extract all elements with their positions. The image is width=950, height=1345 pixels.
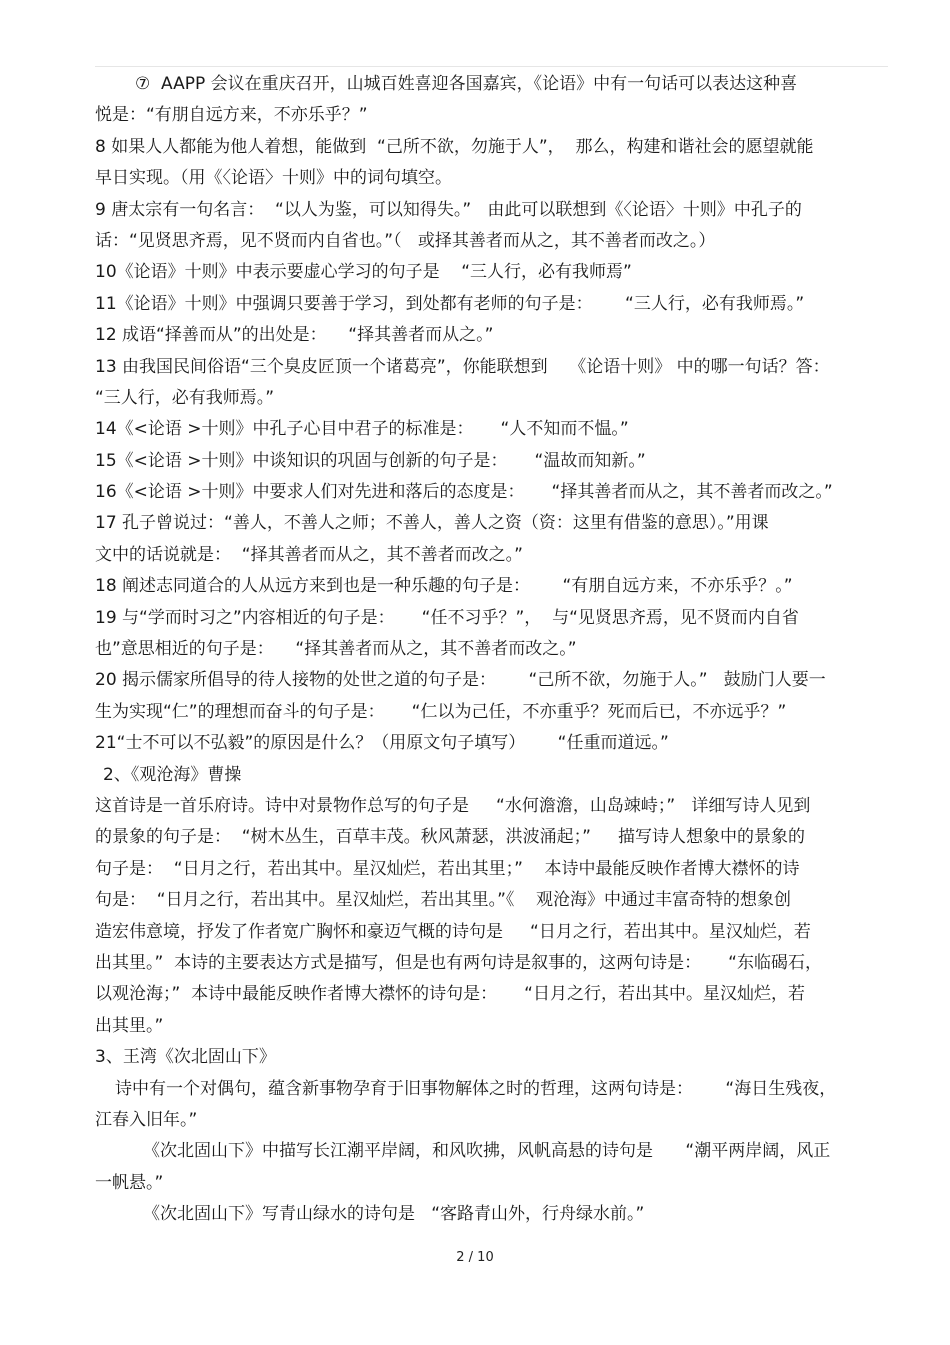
text-line: ⑦ AAPP 会议在重庆召开，山城百姓喜迎各国嘉宾，《论语》中有一句话可以表达这种喜	[135, 74, 798, 94]
text-line: 17 孔子曾说过：“善人，不善人之师；不善人，善人之资（资：这里有借鉴的意思）。”用课	[95, 513, 769, 534]
text-line: “三人行，必有我师焉。”	[95, 387, 275, 408]
text-line: 10《论语》十则》中表示要虚心学习的句子是 “三人行，必有我师焉”	[95, 262, 632, 283]
text-line: 8 如果人人都能为他人着想，能做到 “己所不欲，勿施于人”， 那么，构建和谐社会的愿望就能	[95, 136, 814, 157]
text-line: 15《<论语 >十则》中谈知识的巩固与创新的句子是： “温故而知新。”	[95, 450, 646, 471]
text-line: 这首诗是一首乐府诗。诗中对景物作总写的句子是 “水何澹澹，山岛竦峙；” 详细写诗人见到	[95, 795, 811, 816]
text-line: 19 与“学而时习之”内容相近的句子是： “任不习乎？”， 与“见贤思齐焉，见不贤而内自省	[95, 607, 799, 628]
text-line: 21“士不可以不弘毅”的原因是什么？（用原文句子填写） “任重而道远。”	[95, 733, 669, 754]
text-line: 造宏伟意境，抒发了作者宽广胸怀和豪迈气概的诗句是 “日月之行，若出其中。星汉灿烂，若	[95, 921, 811, 942]
top-rule	[95, 66, 888, 67]
text-line: 16《<论语 >十则》中要求人们对先进和落后的态度是： “择其善者而从之，其不善者而改之。”	[95, 482, 833, 503]
text-body	[95, 69, 888, 1230]
text-line: 11《论语》十则》中强调只要善于学习，到处都有老师的句子是： “三人行，必有我师焉。”	[95, 293, 805, 314]
text-line: 出其里。” 本诗的主要表达方式是描写，但是也有两句诗是叙事的，这两句诗是： “东临碣石，	[95, 952, 822, 973]
page-number: 2 / 10	[456, 1250, 494, 1265]
text-line: 江春入旧年。”	[95, 1109, 198, 1130]
text-line: 一帆悬。”	[95, 1172, 164, 1193]
text-line: 18 阐述志同道合的人从远方来到也是一种乐趣的句子是： “有朋自远方来，不亦乐乎？。”	[95, 576, 793, 597]
text-line: 以观沧海；” 本诗中最能反映作者博大襟怀的诗句是： “日月之行，若出其中。星汉灿烂，若	[95, 984, 805, 1005]
text-line: 的景象的句子是： “树木丛生，百草丰茂。秋风萧瑟，洪波涌起；” 描写诗人想象中的景象的	[95, 827, 805, 848]
text-line: 《次北固山下》写青山绿水的诗句是 “客路青山外，行舟绿水前。”	[143, 1204, 645, 1225]
text-line: 句子是： “日月之行，若出其中。星汉灿烂，若出其里；” 本诗中最能反映作者博大襟怀的诗	[95, 858, 800, 879]
text-line: 早日实现。（用《〈论语〉十则》中的词句填空。	[95, 168, 452, 189]
text-line: 12 成语“择善而从”的出处是： “择其善者而从之。”	[95, 325, 494, 346]
text-line: 悦是：“有朋自远方来，不亦乐乎？”	[95, 105, 368, 126]
text-line: 《次北固山下》中描写长江潮平岸阔，和风吹拂，风帆高悬的诗句是 “潮平两岸阔，风正	[143, 1141, 831, 1162]
section-heading: 2、《观沧海》曹操	[103, 764, 242, 785]
text-line: 14《<论语 >十则》中孔子心目中君子的标准是： “人不知而不愠。”	[95, 419, 629, 440]
section-heading: 3、王湾《次北固山下》	[95, 1047, 276, 1068]
text-line: 话：“见贤思齐焉，见不贤而内自省也。”（ 或择其善者而从之，其不善者而改之。）	[95, 230, 716, 251]
text-line: 也”意思相近的句子是： “择其善者而从之，其不善者而改之。”	[95, 639, 577, 660]
text-line: 9 唐太宗有一句名言： “以人为鉴，可以知得失。” 由此可以联想到《〈论语〉十则》中孔子的	[95, 199, 802, 220]
text-line: 诗中有一个对偶句，蕴含新事物孕育于旧事物解体之时的哲理，这两句诗是： “海日生残夜，	[115, 1078, 837, 1099]
text-line: 20 揭示儒家所倡导的待人接物的处世之道的句子是： “己所不欲，勿施于人。” 鼓励门人要一	[95, 670, 826, 691]
text-line: 13 由我国民间俗语“三个臭皮匠顶一个诸葛亮”，你能联想到 《论语十则》 中的哪一句话？答：	[95, 356, 830, 377]
text-line: 生为实现“仁”的理想而奋斗的句子是： “仁以为己任，不亦重乎？死而后已，不亦远乎？”	[95, 701, 787, 722]
text-line: 文中的话说就是： “择其善者而从之，其不善者而改之。”	[95, 544, 523, 565]
text-line: 句是： “日月之行，若出其中。星汉灿烂，若出其里。”《 观沧海》中通过丰富奇特的想象创	[95, 890, 792, 911]
text-line: 出其里。”	[95, 1015, 164, 1036]
